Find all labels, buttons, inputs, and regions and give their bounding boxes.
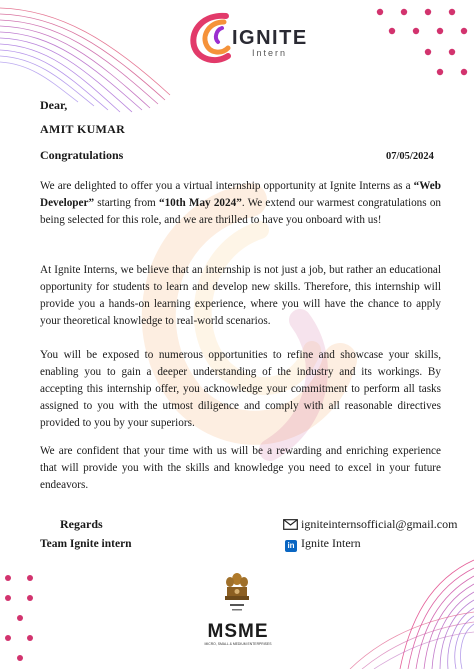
role-title: “Web Developer” [40,180,441,209]
msme-subtitle: MICRO, SMALL & MEDIUM ENTERPRISES [204,642,272,646]
paragraph-offer-intro: We are delighted to offer you a virtual internship opportunity at Ignite Interns as a [40,180,414,192]
paragraph-philosophy: At Ignite Interns, we believe that an internship is not just a job, but rather an educational opportunity for students to learn and develop new skills. Therefore, this internship will provide you a hands-on learning experience, where you will have the chance to apply your theoretical knowledge to real-world scenarios. [40,264,441,327]
brand-tagline: Intern [252,48,288,58]
closing-regards: Regards [60,517,103,531]
brand-name: IGNITE [232,27,308,49]
paragraph-offer-mid: starting from [94,197,159,209]
start-date: “10th May 2024” [158,197,242,209]
signatory: Team Ignite intern [40,538,132,550]
greeting: Congratulations [40,148,124,162]
paragraph-offer-end: . We extend our warmest congratulations on being selected for this role, and we are thrilled to have you onboard with us! [40,197,442,226]
national-emblem-icon [222,570,252,616]
envelope-icon [283,519,298,530]
recipient-name: AMIT KUMAR [40,122,126,136]
msme-wordmark: MSME [207,621,269,642]
paragraph-offer [40,178,441,229]
paragraph-expectations: You will be exposed to numerous opportunities to refine and showcase your skills, enabling you to gain a deeper understanding of the industry and its workings. By accepting this internship offer, you acknowledge your commitment to perform all tasks assigned to you with the utmost diligence and comply with all reasonable directives provided to you by your superiors. [40,349,441,429]
contact-linkedin[interactable] [285,536,361,552]
paragraph-closing: We are confident that your time with us will be a rewarding and enriching experience that will provide you with the skills and knowledge you need to excel in your future endeavors. [40,445,441,491]
contact-email[interactable] [283,517,457,532]
linkedin-name[interactable]: Ignite Intern [301,536,361,550]
salutation: Dear, [40,98,68,112]
linkedin-icon: in [285,540,297,552]
email-address[interactable]: igniteinternsofficial@gmail.com [301,517,458,531]
msme-logo [196,622,280,647]
letter-date: 07/05/2024 [386,151,434,162]
